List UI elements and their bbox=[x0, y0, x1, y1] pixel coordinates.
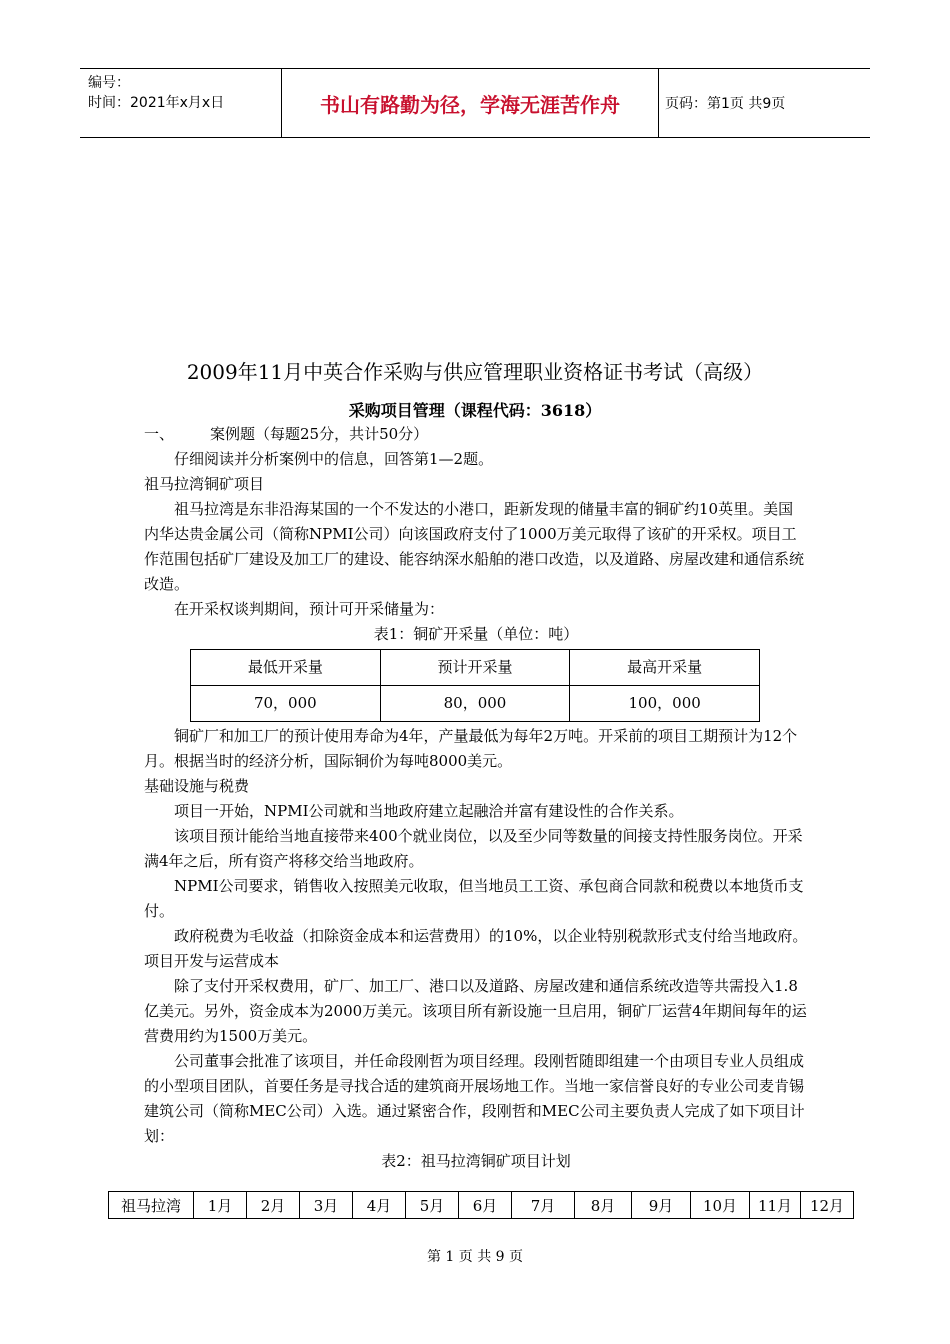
document-header bbox=[80, 68, 870, 138]
table-cell: 9月 bbox=[632, 1192, 691, 1219]
section-text: 案例题（每题25分，共计50分） bbox=[210, 425, 429, 443]
date-label: 时间：2021年x月x日 bbox=[88, 95, 225, 111]
table-cell: 11月 bbox=[750, 1192, 801, 1219]
page-footer: 第 1 页 共 9 页 bbox=[426, 1249, 524, 1265]
heading-infrastructure: 基础设施与税费 bbox=[144, 777, 250, 795]
case-title: 祖马拉湾铜矿项目 bbox=[144, 475, 265, 493]
table-header-cell: 最低开采量 bbox=[191, 650, 381, 686]
heading-costs: 项目开发与运营成本 bbox=[144, 952, 280, 970]
table2-caption: 表2：祖马拉湾铜矿项目计划 bbox=[381, 1152, 571, 1170]
table-header-cell: 预计开采量 bbox=[380, 650, 570, 686]
table-cell: 4月 bbox=[353, 1192, 406, 1219]
table-cell: 100，000 bbox=[570, 686, 760, 722]
paragraph-1: 祖马拉湾是东非沿海某国的一个不发达的小港口，距新发现的储量丰富的铜矿约10英里。美国内华达贵金属公司（简称NPMI公司）向该国政府支付了1000万美元取得了该矿的开采权。项目工作范围包括矿厂建设及加工厂的建设、能容纳深水船舶的港口改造，以及道路、房屋改建和通信系统改造。 bbox=[144, 500, 805, 593]
header-meta bbox=[88, 73, 283, 113]
table-row bbox=[191, 650, 760, 686]
document-body bbox=[144, 422, 808, 1174]
table-cell: 80，000 bbox=[380, 686, 570, 722]
header-motto: 书山有路勤为径，学海无涯苦作舟 bbox=[281, 69, 659, 137]
paragraph-7: 政府税费为毛收益（扣除资金成本和运营费用）的10%，以企业特别税款形式支付给当地政府。 bbox=[174, 927, 808, 945]
table-cell: 3月 bbox=[300, 1192, 353, 1219]
table-project-plan bbox=[108, 1191, 854, 1219]
document-title: 2009年11月中英合作采购与供应管理职业资格证书考试（高级） bbox=[186, 360, 764, 384]
paragraph-6: NPMI公司要求，销售收入按照美元收取，但当地员工工资、承包商合同款和税费以本地货币支付。 bbox=[144, 877, 804, 920]
paragraph-4: 项目一开始，NPMI公司就和当地政府建立起融洽并富有建设性的合作关系。 bbox=[174, 802, 684, 820]
section-number: 一、 bbox=[144, 425, 175, 443]
paragraph-5: 该项目预计能给当地直接带来400个就业岗位，以及至少同等数量的间接支持性服务岗位。开采满4年之后，所有资产将移交给当地政府。 bbox=[144, 827, 803, 870]
table-row bbox=[191, 686, 760, 722]
table-header-cell: 最高开采量 bbox=[570, 650, 760, 686]
table-cell: 70，000 bbox=[191, 686, 381, 722]
table-row bbox=[109, 1192, 854, 1219]
document-subtitle: 采购项目管理（课程代码：3618） bbox=[348, 401, 602, 420]
table-cell: 12月 bbox=[801, 1192, 854, 1219]
table-cell: 10月 bbox=[691, 1192, 750, 1219]
table-copper-output bbox=[190, 649, 760, 722]
paragraph-9: 公司董事会批准了该项目，并任命段刚哲为项目经理。段刚哲随即组建一个由项目专业人员组成的小型项目团队，首要任务是寻找合适的建筑商开展场地工作。当地一家信誉良好的专业公司麦肯锡建筑公司（简称MEC公司）入选。通过紧密合作，段刚哲和MEC公司主要负责人完成了如下项目计划： bbox=[144, 1052, 805, 1145]
table-cell: 5月 bbox=[406, 1192, 459, 1219]
table-cell: 祖马拉湾 bbox=[109, 1192, 194, 1219]
table-cell: 1月 bbox=[194, 1192, 247, 1219]
paragraph-2: 在开采权谈判期间，预计可开采储量为： bbox=[174, 600, 445, 618]
table-cell: 2月 bbox=[247, 1192, 300, 1219]
table-cell: 6月 bbox=[459, 1192, 512, 1219]
header-page-label: 页码：第1页 共9页 bbox=[665, 96, 786, 112]
table-cell: 8月 bbox=[575, 1192, 632, 1219]
intro-paragraph: 仔细阅读并分析案例中的信息，回答第1—2题。 bbox=[174, 450, 494, 468]
table-cell: 7月 bbox=[512, 1192, 575, 1219]
paragraph-8: 除了支付开采权费用，矿厂、加工厂、港口以及道路、房屋改建和通信系统改造等共需投入1.8亿美元。另外，资金成本为2000万美元。该项目所有新设施一旦启用，铜矿厂运营4年期间每年的运营费用约为1500万美元。 bbox=[144, 977, 807, 1045]
paragraph-3: 铜矿厂和加工厂的预计使用寿命为4年，产量最低为每年2万吨。开采前的项目工期预计为12个月。根据当时的经济分析，国际铜价为每吨8000美元。 bbox=[144, 727, 798, 770]
section-heading bbox=[144, 422, 808, 447]
number-label: 编号： bbox=[88, 75, 130, 91]
table1-caption: 表1：铜矿开采量（单位：吨） bbox=[373, 625, 579, 643]
